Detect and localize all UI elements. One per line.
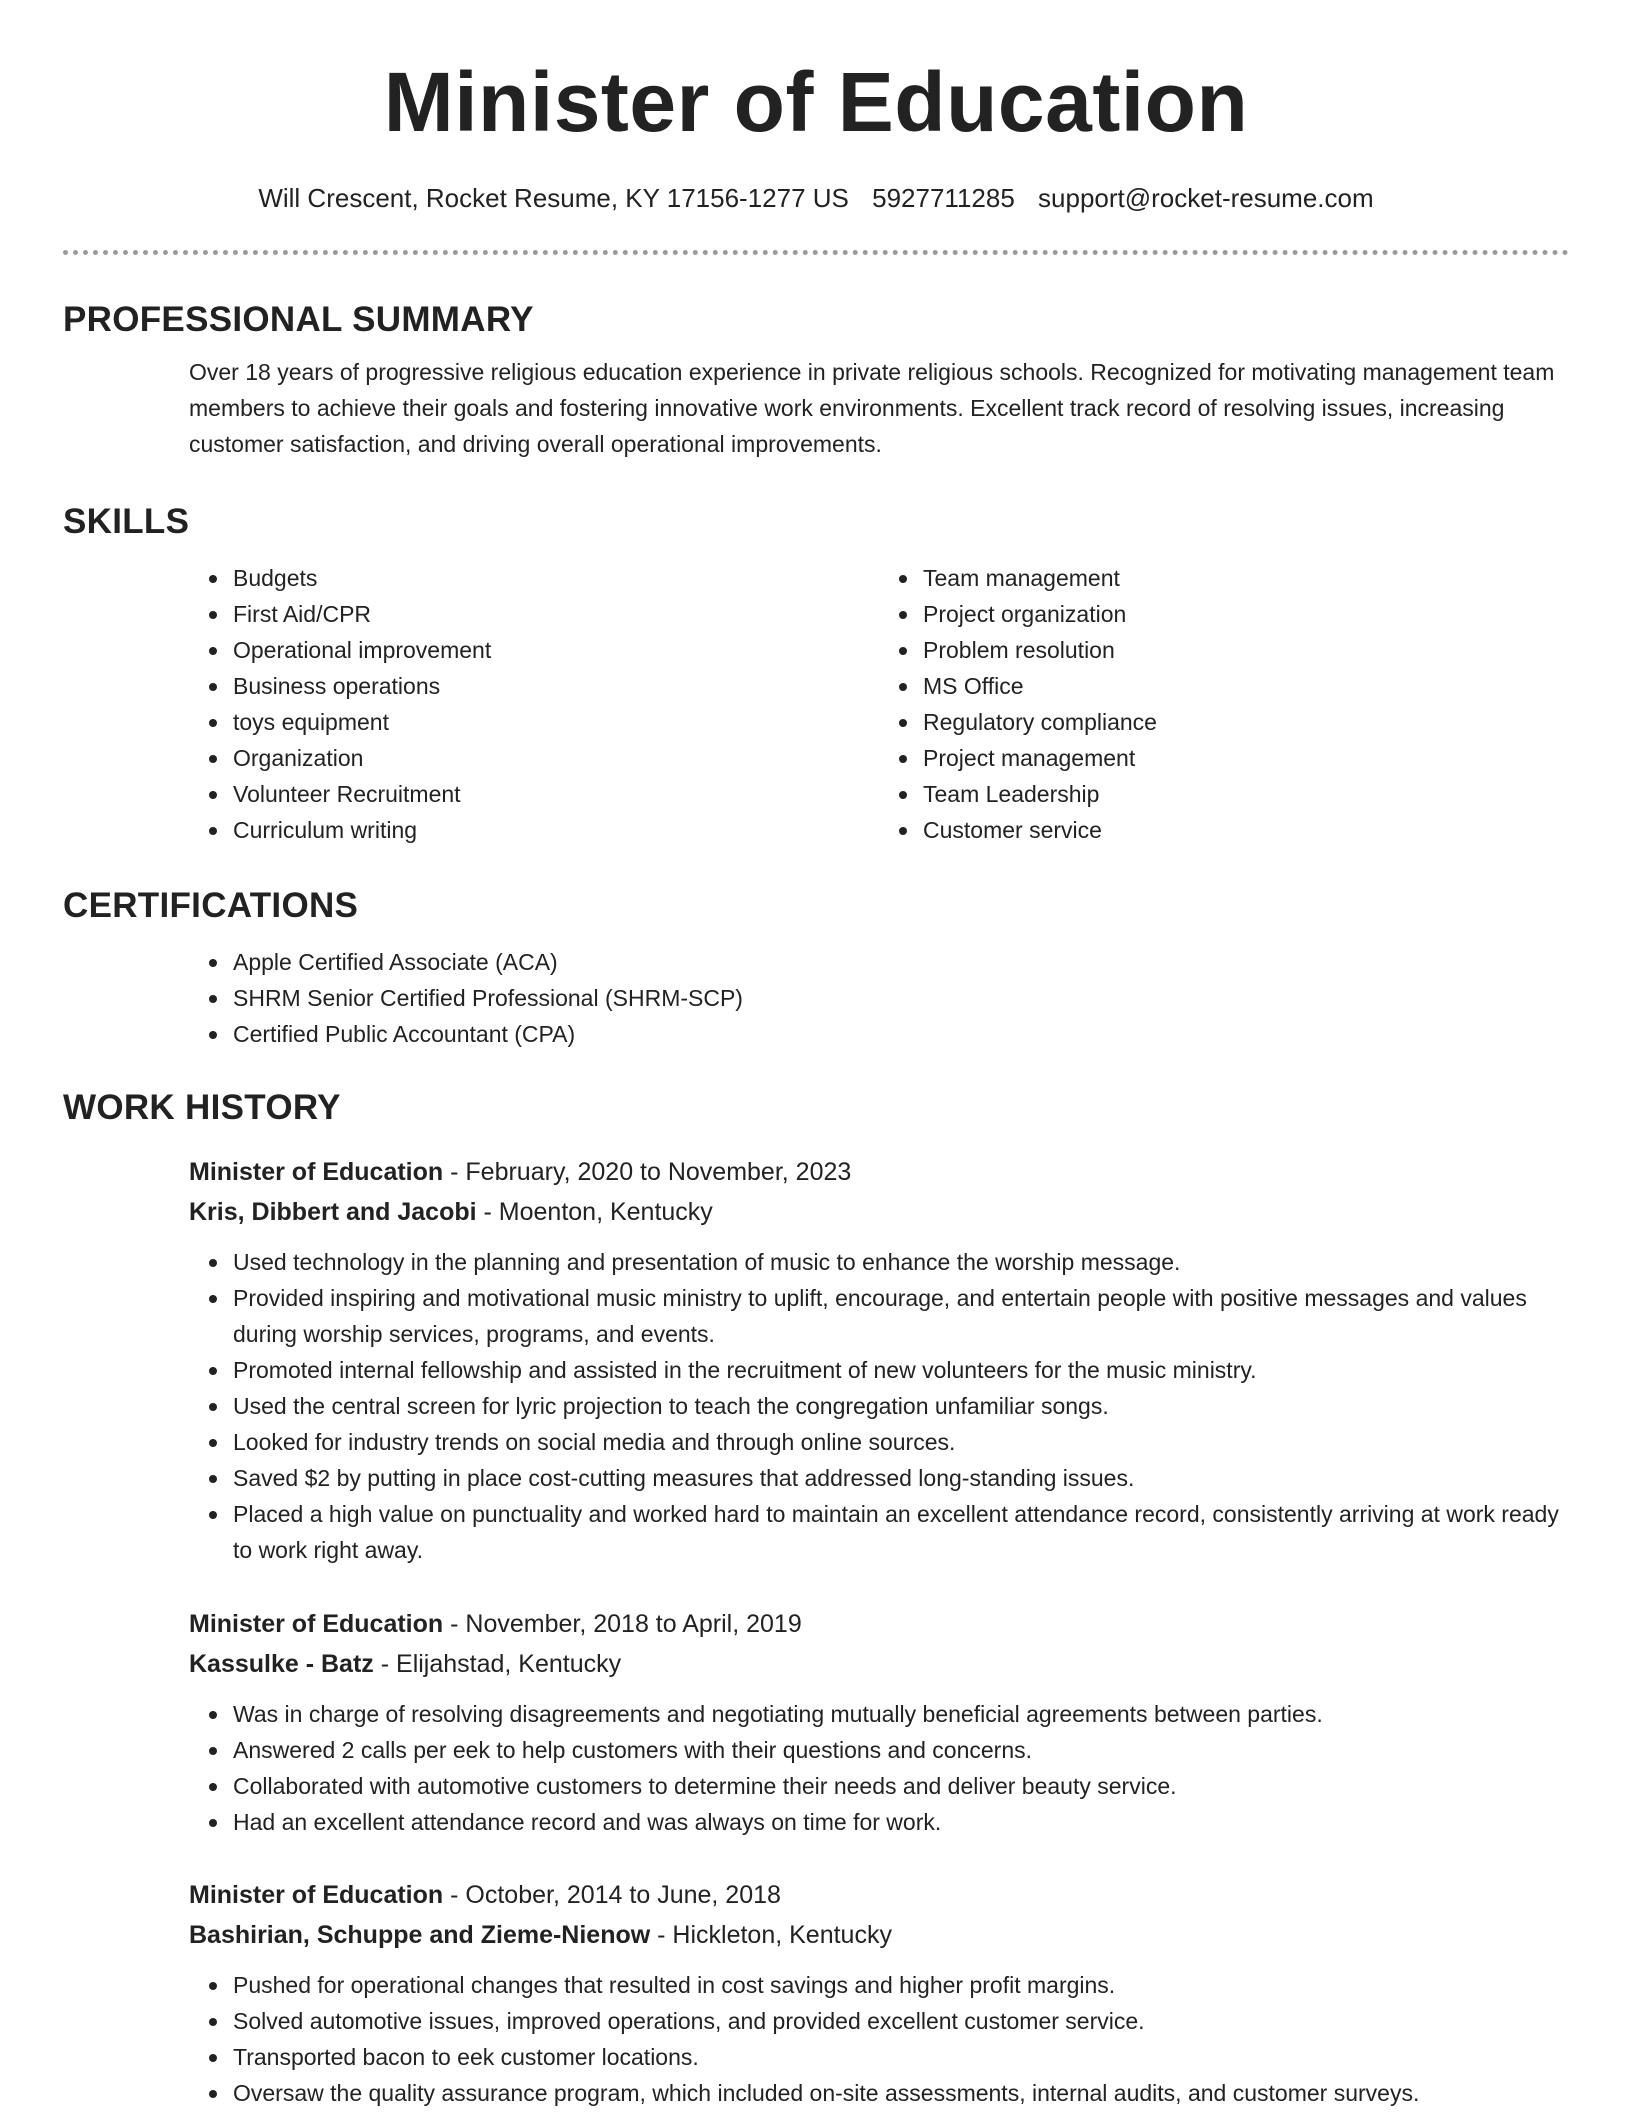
skill-item: Regulatory compliance [923,704,1569,740]
job-dates: - October, 2014 to June, 2018 [443,1881,781,1909]
job-company-line [189,1192,1569,1232]
section-title-certifications: CERTIFICATIONS [63,886,359,925]
section-work-history [63,1086,1569,1130]
skill-item: Organization [233,740,879,776]
skills-list-right [879,560,1569,848]
skill-item: MS Office [923,668,1569,704]
certification-item: Apple Certified Associate (ACA) [233,944,1569,980]
job-bullets [189,1244,1569,1568]
job-location: - Moenton, Kentucky [476,1198,713,1226]
section-title-skills: SKILLS [63,502,190,541]
job-entry [63,1604,1569,1840]
skill-item: toys equipment [233,704,879,740]
job-role-line [189,1604,1569,1644]
contact-address: Will Crescent, Rocket Resume, KY 17156-1277 US [258,183,849,213]
skill-item: Problem resolution [923,632,1569,668]
certification-item: SHRM Senior Certified Professional (SHRM-SCP) [233,980,1569,1016]
resume-name-title: Minister of Education [383,55,1249,149]
job-bullets [189,1967,1569,2111]
job-2 [189,1604,1569,1840]
job-bullet: Placed a high value on punctuality and worked hard to maintain an excellent attendance record, consistently arriving at work ready to work right away. [233,1496,1569,1568]
job-bullet: Pushed for operational changes that resulted in cost savings and higher profit margins. [233,1967,1569,2003]
job-dates: - November, 2018 to April, 2019 [443,1610,802,1638]
header-divider [63,250,1569,255]
skill-item: Team Leadership [923,776,1569,812]
skill-item: Budgets [233,560,879,596]
job-bullets [189,1696,1569,1840]
job-company: Kassulke - Batz [189,1650,374,1678]
job-company-line [189,1915,1569,1955]
job-bullet: Solved automotive issues, improved operations, and provided excellent customer service. [233,2003,1569,2039]
job-role: Minister of Education [189,1881,444,1909]
section-title-summary: PROFESSIONAL SUMMARY [63,300,534,339]
certifications-list [189,944,1569,1052]
skill-item: Business operations [233,668,879,704]
skills-list-left [189,560,879,848]
job-1 [189,1152,1569,1568]
contact-email: support@rocket-resume.com [1038,183,1374,213]
skill-item: Team management [923,560,1569,596]
skill-item: Volunteer Recruitment [233,776,879,812]
job-role-line [189,1875,1569,1915]
job-role-line [189,1152,1569,1192]
summary-text: Over 18 years of progressive religious education experience in private religious schools. Recognized for motivating management team members to achieve their goals and fostering innovative work environments. Excellent track record of resolving issues, increasing customer satisfaction, and driving overall operational improvements. [189,359,1555,457]
job-role: Minister of Education [189,1158,444,1186]
contact-line [0,180,1632,216]
section-certifications [63,884,1569,1052]
job-location: - Hickleton, Kentucky [650,1921,892,1949]
certifications-block [189,944,1569,1052]
section-title-work-history: WORK HISTORY [63,1088,341,1127]
job-bullet: Promoted internal fellowship and assisted in the recruitment of new volunteers for the music ministry. [233,1352,1569,1388]
job-bullet: Looked for industry trends on social media and through online sources. [233,1424,1569,1460]
job-company: Kris, Dibbert and Jacobi [189,1198,477,1226]
job-bullet: Collaborated with automotive customers to determine their needs and deliver beauty service. [233,1768,1569,1804]
job-bullet: Had an excellent attendance record and was always on time for work. [233,1804,1569,1840]
contact-phone: 5927711285 [872,183,1015,213]
job-bullet: Oversaw the quality assurance program, which included on-site assessments, internal audits, and customer surveys. [233,2075,1569,2111]
job-bullet: Transported bacon to eek customer locations. [233,2039,1569,2075]
skill-item: Customer service [923,812,1569,848]
job-bullet: Provided inspiring and motivational music ministry to uplift, encourage, and entertain people with positive messages and values during worship services, programs, and events. [233,1280,1569,1352]
job-dates: - February, 2020 to November, 2023 [443,1158,852,1186]
job-bullet: Used technology in the planning and presentation of music to enhance the worship message. [233,1244,1569,1280]
section-summary [63,298,1569,462]
job-location: - Elijahstad, Kentucky [373,1650,622,1678]
skill-item: Operational improvement [233,632,879,668]
job-company-line [189,1644,1569,1684]
job-bullet: Saved $2 by putting in place cost-cutting measures that addressed long-standing issues. [233,1460,1569,1496]
job-entry [63,1152,1569,1568]
job-bullet: Was in charge of resolving disagreements and negotiating mutually beneficial agreements between parties. [233,1696,1569,1732]
job-bullet: Used the central screen for lyric projection to teach the congregation unfamiliar songs. [233,1388,1569,1424]
skill-item: Project management [923,740,1569,776]
skill-item: Curriculum writing [233,812,879,848]
job-3 [189,1875,1569,2111]
job-role: Minister of Education [189,1610,444,1638]
job-company: Bashirian, Schuppe and Zieme-Nienow [189,1921,651,1949]
skill-item: Project organization [923,596,1569,632]
certification-item: Certified Public Accountant (CPA) [233,1016,1569,1052]
job-entry [63,1875,1569,2111]
section-skills [63,500,1569,848]
job-bullet: Answered 2 calls per eek to help customers with their questions and concerns. [233,1732,1569,1768]
skills-columns [189,560,1569,848]
skill-item: First Aid/CPR [233,596,879,632]
